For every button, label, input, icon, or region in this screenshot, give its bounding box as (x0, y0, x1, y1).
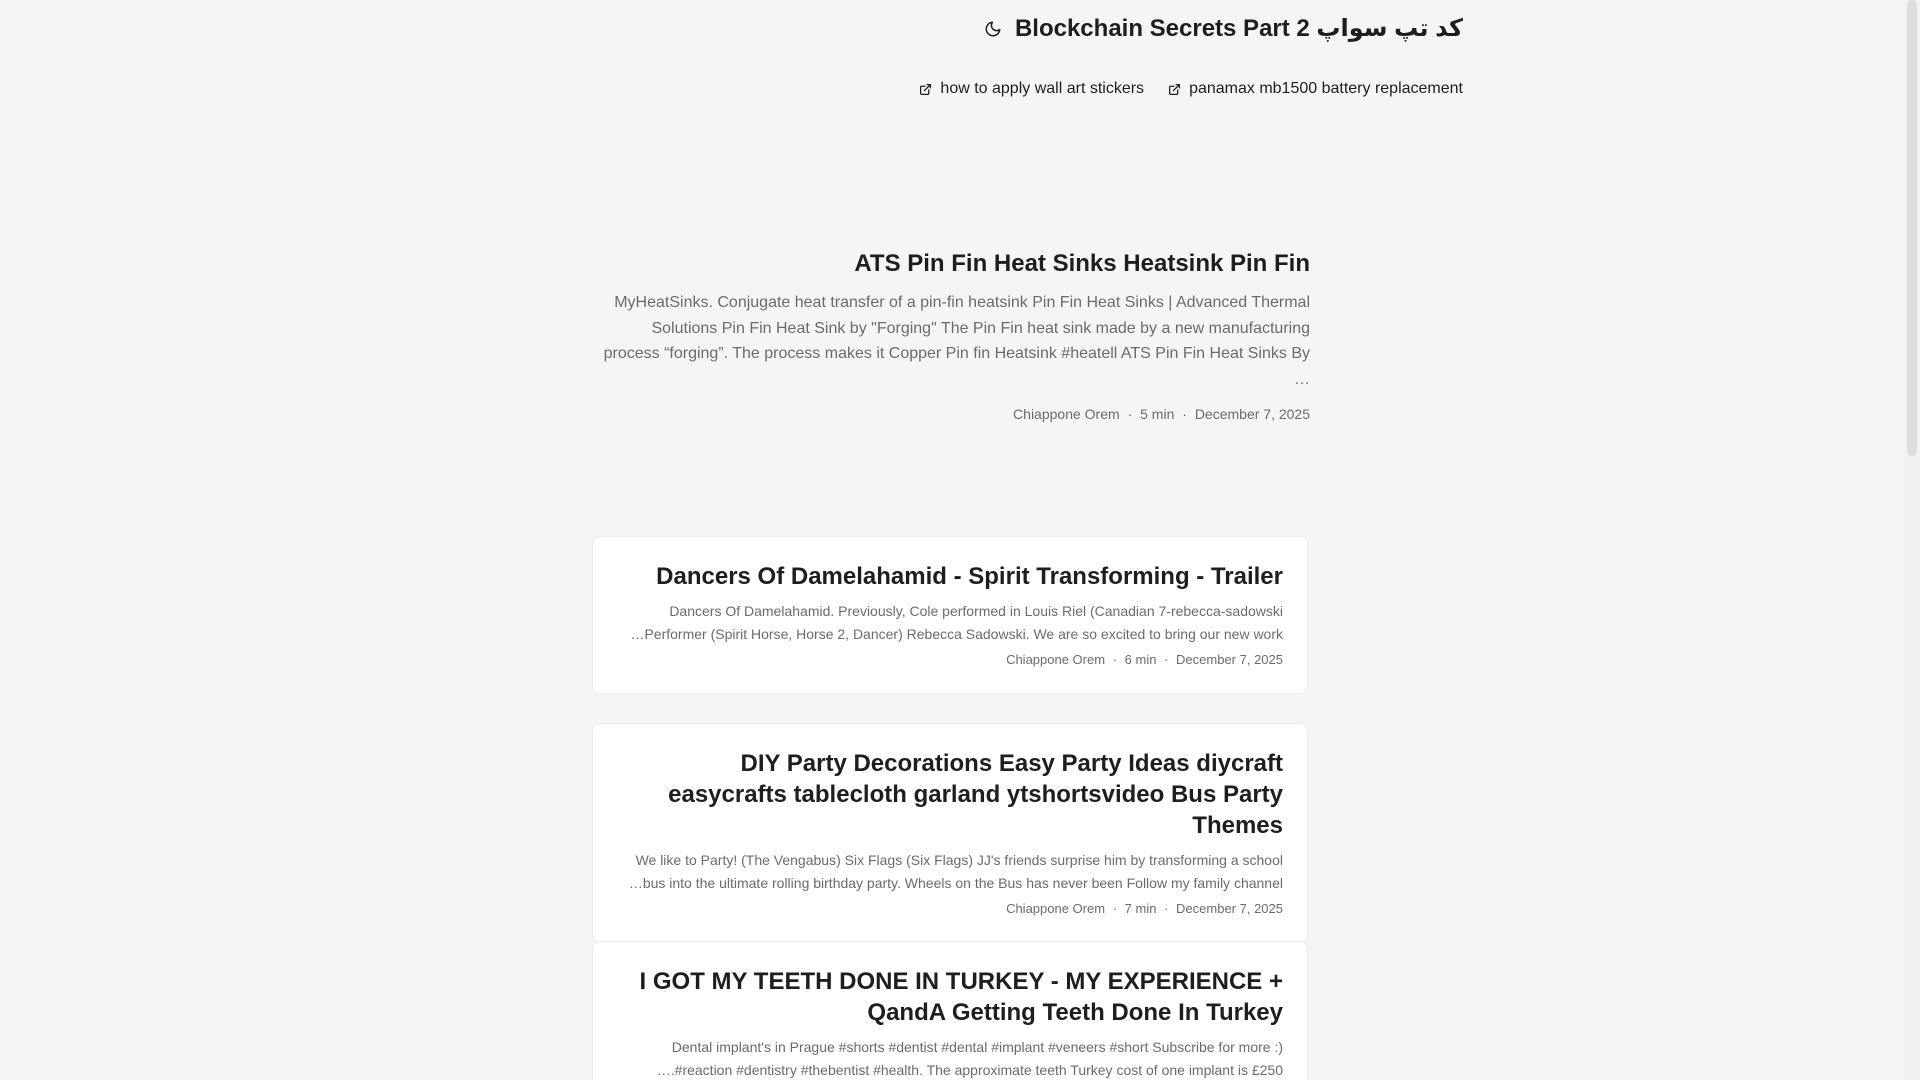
menu-link-label: how to apply wall art stickers (940, 80, 1145, 97)
post-author: Chiappone Orem (1013, 406, 1120, 422)
post-title[interactable]: Dancers Of Damelahamid - Spirit Transforming - Trailer (656, 563, 1283, 590)
meta-separator: · (1182, 406, 1187, 422)
post-title[interactable]: DIY Party Decorations Easy Party Ideas diycraft easycrafts tablecloth garland ytshortsvideo Bus Party Themes (668, 750, 1283, 839)
post-author: Chiappone Orem (1006, 901, 1106, 916)
post-meta (617, 652, 1283, 667)
moon-icon[interactable] (983, 19, 1003, 39)
post-date: December 7, 2025 (1194, 406, 1310, 422)
post-summary: We like to Party! (The Vengabus) Six Flags (Six Flags) JJ's friends surprise him by transforming a school bus into the ultimate rolling birthday party. Wheels on the Bus has never been Follow my family channel… (628, 852, 1283, 891)
vertical-scrollbar[interactable] (1904, 0, 1920, 1080)
meta-separator: · (1127, 406, 1133, 422)
meta-separator: · (1164, 901, 1169, 916)
post-date: December 7, 2025 (1176, 652, 1283, 667)
menu-link-wall-art[interactable] (919, 80, 1144, 98)
post-summary: Dental implant's in Prague #shorts #dentist #dental #implant #veneers #short Subscribe for more :) #reaction #dentistry #thebentist #health. The approximate teeth Turkey cost of one implant is £250.… (656, 1039, 1283, 1078)
post-read-time: 5 min (1140, 406, 1175, 422)
site-title-row (983, 14, 1463, 43)
post-date: December 7, 2025 (1176, 901, 1283, 916)
menu-link-panamax[interactable] (1168, 80, 1463, 98)
post-read-time: 6 min (1124, 652, 1157, 667)
hero-title[interactable]: ATS Pin Fin Heat Sinks Heatsink Pin Fin (854, 250, 1310, 277)
post-meta (617, 901, 1283, 916)
post-card[interactable] (592, 941, 1308, 1080)
meta-separator: · (1112, 901, 1118, 916)
menu-link-label: panamax mb1500 battery replacement (1189, 80, 1463, 97)
post-read-time: 7 min (1124, 901, 1157, 916)
post-card[interactable] (592, 723, 1308, 943)
hero-post (592, 248, 1310, 422)
post-card[interactable] (592, 536, 1308, 694)
top-menu (919, 80, 1463, 98)
site-title-link[interactable]: کد تپ سواپ Blockchain Secrets Part 2 (1014, 15, 1463, 42)
post-summary: Dancers Of Damelahamid. Previously, Cole performed in Louis Riel (Canadian 7-rebecca-sadowski Performer (Spirit Horse, Horse 2, Dancer) Rebecca Sadowski. We are so excited to bring our new work… (630, 603, 1283, 642)
post-title[interactable]: I GOT MY TEETH DONE IN TURKEY - MY EXPERIENCE + QandA Getting Teeth Done In Turkey (639, 968, 1283, 1026)
meta-separator: · (1164, 652, 1169, 667)
scrollbar-thumb[interactable] (1907, 0, 1917, 456)
external-link-icon (919, 83, 932, 96)
hero-meta (592, 406, 1310, 422)
meta-separator: · (1112, 652, 1118, 667)
hero-summary: MyHeatSinks. Conjugate heat transfer of a pin-fin heatsink Pin Fin Heat Sinks | Advanced Thermal Solutions Pin Fin Heat Sink by "Forging" The Pin Fin heat sink made by a new manufacturing process “forging”. The process makes it Copper Pin fin Heatsink #heatell ATS Pin Fin Heat Sinks By … (603, 294, 1310, 388)
external-link-icon (1168, 83, 1181, 96)
post-author: Chiappone Orem (1006, 652, 1106, 667)
